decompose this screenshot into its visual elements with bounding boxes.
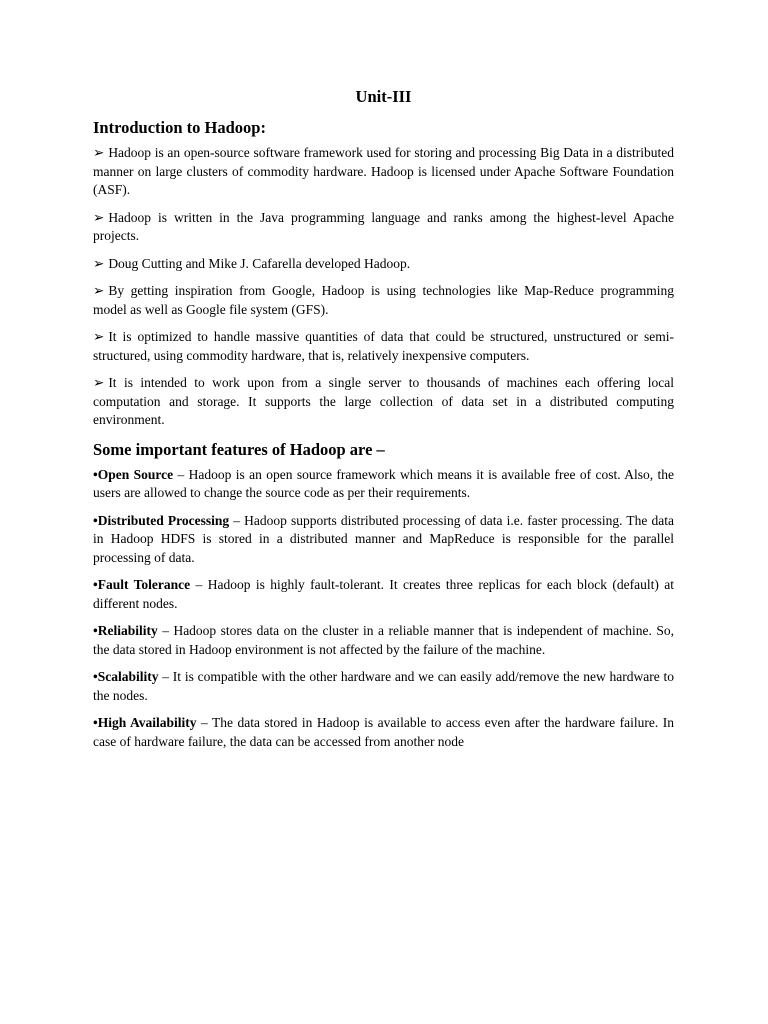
feature-term: Fault Tolerance — [97, 577, 191, 592]
bullet-icon: • — [93, 466, 98, 482]
feature-item — [93, 668, 674, 705]
arrow-bullet-icon: ➢ — [93, 329, 105, 344]
intro-point — [93, 282, 674, 319]
feature-description: – Hadoop is highly fault-tolerant. It creates three replicas for each block (default) at different nodes. — [93, 577, 674, 611]
bullet-icon: • — [93, 623, 98, 638]
bullet-icon: • — [93, 669, 98, 684]
intro-heading: Introduction to Hadoop: — [93, 118, 266, 137]
feature-term: Open Source — [97, 466, 174, 482]
feature-description: – Hadoop stores data on the cluster in a reliable manner that is independent of machine. So, the data stored in Hadoop environment is not affected by the failure of the machine. — [93, 623, 674, 657]
feature-item — [93, 466, 674, 503]
bullet-icon: • — [93, 715, 98, 730]
arrow-bullet-icon: ➢ — [93, 255, 105, 271]
arrow-bullet-icon: ➢ — [93, 209, 105, 225]
arrow-bullet-icon: ➢ — [93, 145, 105, 160]
intro-points-list — [93, 144, 674, 430]
intro-point — [93, 144, 674, 200]
feature-term: Distributed Processing — [97, 512, 230, 528]
intro-point-text: By getting inspiration from Google, Hadoop is using technologies like Map-Reduce programming model as well as Google file system (GFS). — [93, 283, 674, 317]
feature-item — [93, 512, 674, 568]
intro-point — [93, 209, 674, 246]
feature-item — [93, 576, 674, 613]
intro-point-text: It is optimized to handle massive quantities of data that could be structured, unstructured or semi-structured, using commodity hardware, that is, relatively inexpensive computers. — [93, 329, 674, 363]
features-heading: Some important features of Hadoop are – — [93, 439, 385, 459]
intro-point-text: Hadoop is an open-source software framework used for storing and processing Big Data in a distributed manner on large clusters of commodity hardware. Hadoop is licensed under Apache Software Foundation (ASF). — [93, 145, 674, 197]
intro-point-text: Doug Cutting and Mike J. Cafarella developed Hadoop. — [108, 255, 411, 271]
intro-point — [93, 374, 674, 430]
feature-term: Scalability — [97, 669, 159, 684]
intro-point — [93, 255, 674, 274]
features-list — [93, 466, 674, 752]
bullet-icon: • — [93, 512, 98, 528]
unit-title: Unit-III — [355, 87, 412, 106]
feature-description: – Hadoop supports distributed processing of data i.e. faster processing. The data in Hadoop HDFS is stored in a distributed manner and MapReduce is responsible for the parallel processing of data. — [93, 512, 674, 565]
feature-item — [93, 622, 674, 659]
document-page — [93, 86, 674, 760]
arrow-bullet-icon: ➢ — [93, 375, 105, 390]
intro-point — [93, 328, 674, 365]
feature-term: Reliability — [97, 623, 158, 638]
intro-point-text: Hadoop is written in the Java programming language and ranks among the highest-level Apache projects. — [93, 209, 674, 243]
feature-description: – Hadoop is an open source framework which means it is available free of cost. Also, the users are allowed to change the source code as per their requirements. — [93, 466, 675, 500]
feature-description: – The data stored in Hadoop is available to access even after the hardware failure. In case of hardware failure, the data can be accessed from another node — [93, 715, 674, 749]
feature-item — [93, 714, 674, 751]
arrow-bullet-icon: ➢ — [93, 283, 105, 298]
feature-term: High Availability — [97, 715, 197, 730]
intro-point-text: It is intended to work upon from a single server to thousands of machines each offering local computation and storage. It supports the large collection of data set in a distributed computing environment. — [93, 375, 674, 427]
bullet-icon: • — [93, 577, 98, 592]
feature-description: – It is compatible with the other hardware and we can easily add/remove the new hardware to the nodes. — [93, 669, 674, 703]
